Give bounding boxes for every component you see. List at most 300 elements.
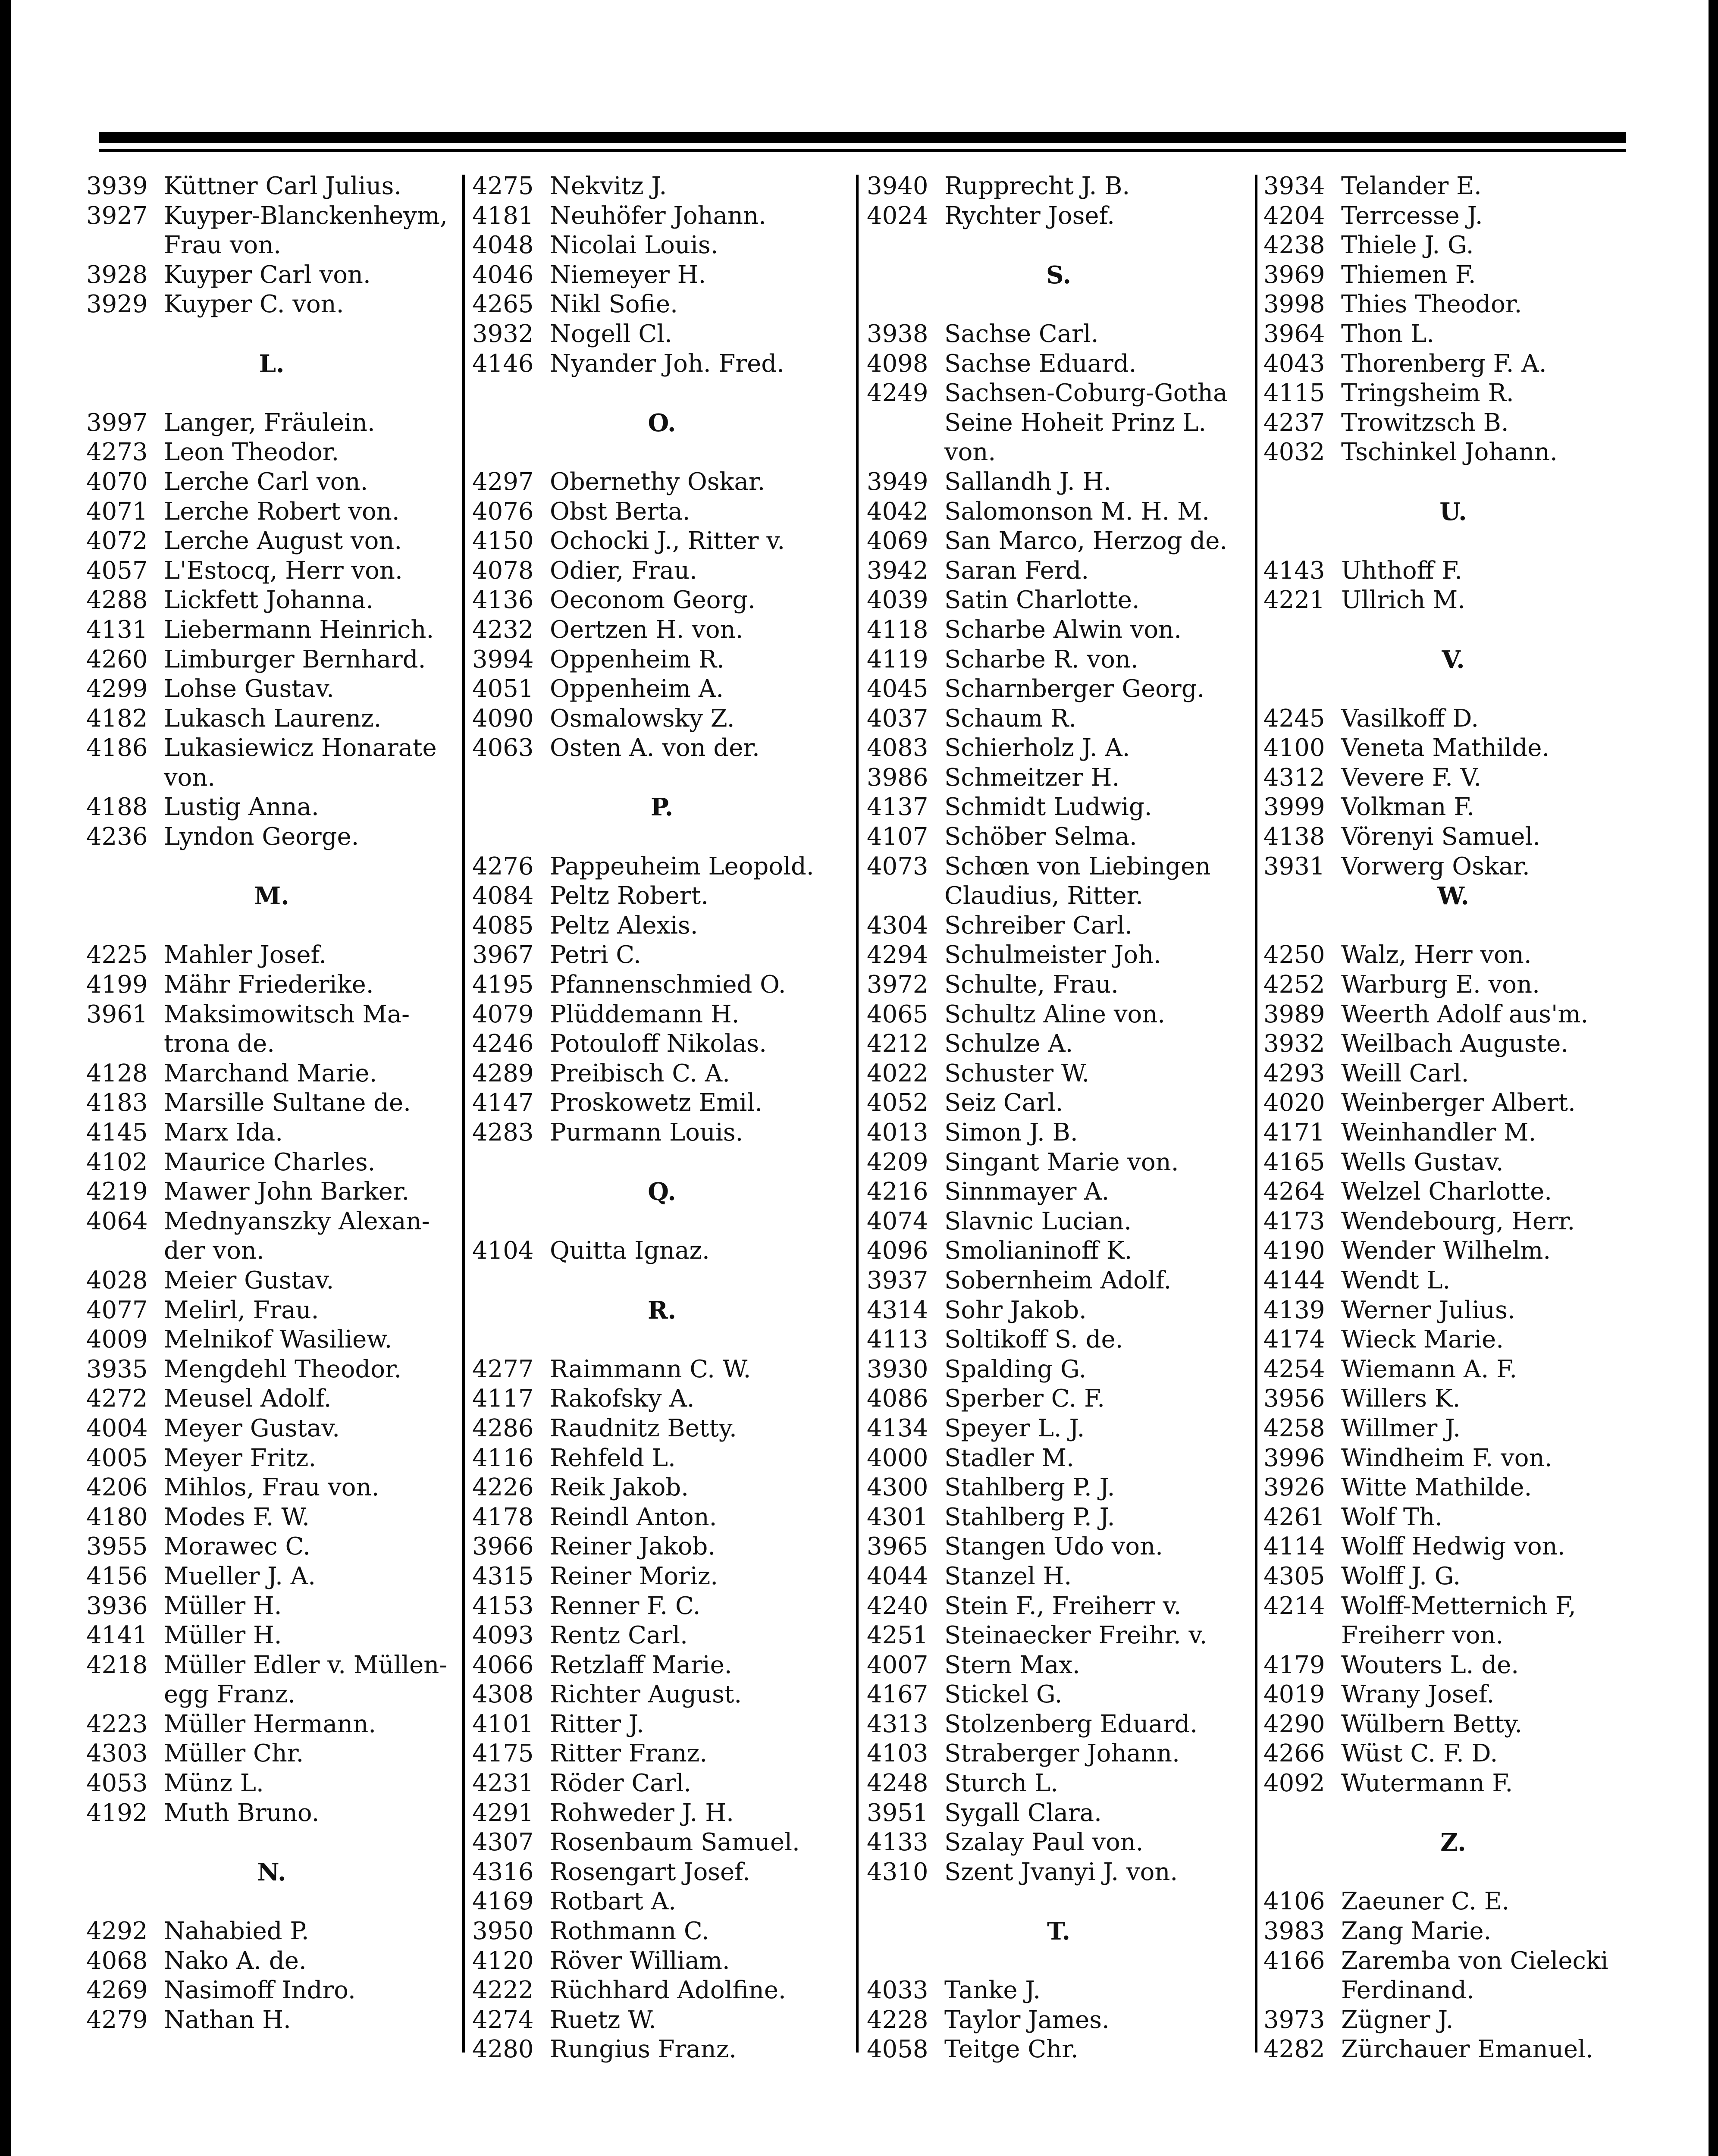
entry-number: 4134 [867, 1414, 928, 1442]
index-entry [1263, 1148, 1643, 1178]
index-entry [1263, 1088, 1643, 1118]
entry-number: 4007 [867, 1651, 928, 1679]
entry-number: 4096 [867, 1237, 928, 1265]
index-entry [472, 1562, 852, 1592]
entry-number: 4274 [472, 2006, 534, 2034]
entry-name: Schultz Aline von. [944, 1000, 1166, 1028]
index-entry [86, 1503, 457, 1532]
entry-number: 3936 [86, 1592, 148, 1620]
entry-number: 4133 [867, 1828, 928, 1857]
index-entry [1263, 1946, 1643, 1976]
entry-name: Ruetz W. [550, 2006, 656, 2034]
index-entry [1263, 1769, 1643, 1799]
entry-number: 4199 [86, 971, 148, 999]
entry-number: 4206 [86, 1473, 148, 1502]
entry-name: Mawer John Barker. [164, 1178, 410, 1206]
index-entry [472, 1710, 852, 1739]
index-entry [86, 290, 457, 320]
entry-name: Pappeuheim Leopold. [550, 852, 814, 881]
index-entry [86, 1710, 457, 1739]
index-entry [867, 1088, 1251, 1118]
index-entry [86, 586, 457, 615]
entry-name: Mähr Friederike. [164, 971, 374, 999]
entry-name: Straberger Johann. [944, 1739, 1180, 1768]
entry-number: 3927 [86, 201, 148, 230]
blank-line [472, 438, 852, 467]
entry-name: Retzlaff Marie. [550, 1651, 732, 1679]
entry-name: Sinnmayer A. [944, 1178, 1110, 1206]
entry-name: Liebermann Heinrich. [164, 615, 434, 644]
entry-name: Wendebourg, Herr. [1341, 1207, 1575, 1235]
index-entry [867, 438, 1251, 467]
column-divider [1255, 175, 1257, 2053]
entry-name: trona de. [164, 1030, 275, 1058]
index-entry [867, 1562, 1251, 1592]
entry-number: 4192 [86, 1799, 148, 1827]
section-letter-heading: L. [259, 349, 285, 378]
index-entry [1263, 1532, 1643, 1562]
index-entry [1263, 2006, 1643, 2035]
entry-name: Vasilkoff D. [1341, 704, 1479, 733]
entry-name: Soltikoff S. de. [944, 1326, 1123, 1354]
entry-number: 4190 [1263, 1237, 1325, 1265]
index-entry [867, 911, 1251, 941]
entry-name: Frau von. [164, 231, 282, 260]
entry-name: Stickel G. [944, 1680, 1063, 1709]
blank-line [1263, 674, 1643, 704]
entry-number: 4174 [1263, 1326, 1325, 1354]
index-entry [472, 349, 852, 379]
entry-number: 4019 [1263, 1680, 1325, 1709]
entry-name: Scharbe Alwin von. [944, 615, 1182, 644]
index-entry [472, 1384, 852, 1414]
index-entry [867, 793, 1251, 822]
entry-name: egg Franz. [164, 1680, 296, 1709]
entry-name: Weilbach Auguste. [1341, 1030, 1569, 1058]
entry-number: 4292 [86, 1917, 148, 1946]
index-entry [86, 260, 457, 290]
index-entry [867, 822, 1251, 852]
entry-name: Claudius, Ritter. [944, 882, 1144, 910]
entry-name: Melirl, Frau. [164, 1296, 319, 1324]
index-entry [867, 881, 1251, 911]
entry-number: 3928 [86, 260, 148, 289]
entry-name: Werner Julius. [1341, 1296, 1515, 1324]
index-entry [86, 2006, 457, 2035]
entry-number: 3964 [1263, 320, 1325, 348]
entry-name: Terrcesse J. [1341, 201, 1483, 230]
entry-number: 4069 [867, 527, 928, 555]
index-entry [472, 1118, 852, 1148]
entry-number: 4261 [1263, 1503, 1325, 1531]
entry-name: Zaeuner C. E. [1341, 1887, 1510, 1916]
entry-number: 3967 [472, 941, 534, 969]
index-entry [1263, 1503, 1643, 1532]
index-entry [1263, 1710, 1643, 1739]
index-entry [86, 1769, 457, 1799]
entry-number: 4310 [867, 1858, 928, 1886]
index-entry [86, 1118, 457, 1148]
entry-number: 4181 [472, 201, 534, 230]
entry-number: 4068 [86, 1946, 148, 1975]
index-entry [867, 467, 1251, 497]
entry-number: 4057 [86, 556, 148, 585]
blank-line [472, 1266, 852, 1296]
entry-name: Neuhöfer Johann. [550, 201, 766, 230]
entry-name: Obst Berta. [550, 497, 690, 526]
entry-name: Simon J. B. [944, 1119, 1078, 1147]
entry-name: Reiner Jakob. [550, 1532, 716, 1561]
entry-name: Uhthoff F. [1341, 556, 1463, 585]
entry-number: 4240 [867, 1592, 928, 1620]
entry-number: 4182 [86, 704, 148, 733]
entry-name: Marx Ida. [164, 1119, 283, 1147]
entry-number: 3939 [86, 172, 148, 200]
entry-number: 4289 [472, 1059, 534, 1087]
entry-number: 4113 [867, 1326, 928, 1354]
entry-number: 4288 [86, 586, 148, 614]
entry-name: Nasimoff Indro. [164, 1976, 356, 2005]
entry-number: 4178 [472, 1503, 534, 1531]
entry-number: 4303 [86, 1739, 148, 1768]
entry-number: 4073 [867, 852, 928, 881]
entry-number: 4022 [867, 1059, 928, 1087]
entry-name: Preibisch C. A. [550, 1059, 730, 1087]
entry-name: Wieck Marie. [1341, 1326, 1504, 1354]
index-entry [86, 1917, 457, 1946]
entry-name: Nako A. de. [164, 1946, 307, 1975]
entry-number: 4078 [472, 556, 534, 585]
entry-name: Weinberger Albert. [1341, 1089, 1576, 1117]
entry-number: 4065 [867, 1000, 928, 1028]
entry-number: 3998 [1263, 290, 1325, 319]
index-entry [867, 2035, 1251, 2065]
entry-number: 4248 [867, 1769, 928, 1798]
index-entry [472, 1946, 852, 1976]
entry-number: 4100 [1263, 734, 1325, 762]
index-entry [867, 1828, 1251, 1858]
index-entry [86, 1088, 457, 1118]
entry-name: Morawec C. [164, 1532, 311, 1561]
entry-name: von. [944, 438, 996, 467]
entry-number: 4249 [867, 379, 928, 407]
entry-name: Kuyper-Blanckenheym, [164, 201, 448, 230]
entry-number: 4074 [867, 1207, 928, 1235]
index-entry [867, 1325, 1251, 1355]
entry-name: Röver William. [550, 1946, 730, 1975]
entry-name: Wouters L. de. [1341, 1651, 1519, 1679]
entry-number: 4183 [86, 1089, 148, 1117]
entry-name: Lerche August von. [164, 527, 402, 555]
entry-name: Wüst C. F. D. [1341, 1739, 1498, 1768]
entry-name: Veneta Mathilde. [1341, 734, 1550, 762]
entry-name: Wiemann A. F. [1341, 1355, 1517, 1383]
entry-number: 4228 [867, 2006, 928, 2034]
index-entry [86, 1000, 457, 1030]
entry-name: Rehfeld L. [550, 1444, 676, 1472]
index-entry [867, 201, 1251, 231]
entry-number: 4085 [472, 911, 534, 940]
index-entry [1263, 1621, 1643, 1651]
entry-name: Vorwerg Oskar. [1341, 852, 1530, 881]
entry-name: Scharnberger Georg. [944, 675, 1205, 703]
index-entry [86, 793, 457, 822]
entry-number: 4084 [472, 882, 534, 910]
index-entry [86, 1059, 457, 1089]
entry-name: Lustig Anna. [164, 793, 319, 821]
index-entry [1263, 586, 1643, 615]
entry-name: Oppenheim R. [550, 645, 724, 674]
index-entry [867, 379, 1251, 408]
entry-name: Stadler M. [944, 1444, 1074, 1472]
index-entry [1263, 1059, 1643, 1089]
entry-name: Müller Edler v. Müllen- [164, 1651, 448, 1679]
entry-name: Tschinkel Johann. [1341, 438, 1558, 467]
index-column-1 [86, 172, 457, 2035]
index-entry [472, 1769, 852, 1799]
entry-name: Peltz Robert. [550, 882, 709, 910]
index-entry [472, 1917, 852, 1946]
index-entry [86, 1621, 457, 1651]
entry-name: Marsille Sultane de. [164, 1089, 411, 1117]
entry-number: 4305 [1263, 1562, 1325, 1590]
index-entry [472, 2006, 852, 2035]
entry-number: 3932 [472, 320, 534, 348]
entry-name: Witte Mathilde. [1341, 1473, 1532, 1502]
entry-name: Potouloff Nikolas. [550, 1030, 767, 1058]
entry-name: Volkman F. [1341, 793, 1475, 821]
entry-name: Taylor James. [944, 2006, 1110, 2034]
index-entry [86, 1236, 457, 1266]
entry-number: 4245 [1263, 704, 1325, 733]
entry-name: Telander E. [1341, 172, 1482, 200]
entry-number: 4167 [867, 1680, 928, 1709]
entry-number: 4076 [472, 497, 534, 526]
index-entry [472, 586, 852, 615]
entry-number: 4300 [867, 1473, 928, 1502]
entry-number: 4269 [86, 1976, 148, 2005]
section-letter-heading: Q. [648, 1178, 676, 1206]
entry-number: 4307 [472, 1828, 534, 1857]
entry-number: 4175 [472, 1739, 534, 1768]
entry-name: Münz L. [164, 1769, 264, 1798]
entry-number: 3930 [867, 1355, 928, 1383]
entry-name: Schœn von Liebingen [944, 852, 1211, 881]
entry-number: 4128 [86, 1059, 148, 1087]
entry-number: 4063 [472, 734, 534, 762]
entry-number: 4114 [1263, 1532, 1325, 1561]
entry-number: 4101 [472, 1710, 534, 1738]
column-divider [856, 175, 859, 2053]
index-entry [472, 1592, 852, 1621]
index-entry [86, 467, 457, 497]
entry-number: 3937 [867, 1266, 928, 1294]
entry-name: Salomonson M. H. M. [944, 497, 1210, 526]
entry-number: 4072 [86, 527, 148, 555]
entry-name: Obernethy Oskar. [550, 467, 765, 496]
index-entry [472, 320, 852, 349]
index-entry [1263, 1355, 1643, 1385]
index-entry [472, 1828, 852, 1858]
entry-number: 4024 [867, 201, 928, 230]
entry-name: Stahlberg P. J. [944, 1503, 1115, 1531]
entry-name: Muth Bruno. [164, 1799, 320, 1827]
index-entry [86, 231, 457, 260]
entry-name: Müller H. [164, 1592, 282, 1620]
index-entry [472, 1029, 852, 1059]
index-entry [472, 231, 852, 260]
entry-number: 3983 [1263, 1917, 1325, 1946]
index-entry [86, 1651, 457, 1680]
entry-name: Rothmann C. [550, 1917, 709, 1946]
entry-number: 4216 [867, 1178, 928, 1206]
entry-name: Freiherr von. [1341, 1621, 1504, 1650]
entry-name: Reik Jakob. [550, 1473, 689, 1502]
index-entry [472, 852, 852, 882]
index-entry [1263, 201, 1643, 231]
index-entry [1263, 822, 1643, 852]
index-entry [1263, 320, 1643, 349]
entry-name: Zügner J. [1341, 2006, 1454, 2034]
entry-name: Renner F. C. [550, 1592, 701, 1620]
index-entry [472, 674, 852, 704]
entry-number: 4131 [86, 615, 148, 644]
index-entry [867, 497, 1251, 527]
entry-number: 4265 [472, 290, 534, 319]
entry-name: Zang Marie. [1341, 1917, 1492, 1946]
entry-number: 4020 [1263, 1089, 1325, 1117]
entry-number: 4156 [86, 1562, 148, 1590]
entry-number: 4266 [1263, 1739, 1325, 1768]
entry-number: 3996 [1263, 1444, 1325, 1472]
entry-number: 4209 [867, 1148, 928, 1176]
entry-name: Proskowetz Emil. [550, 1089, 763, 1117]
entry-number: 3999 [1263, 793, 1325, 821]
index-entry [86, 172, 457, 201]
entry-name: Müller Chr. [164, 1739, 304, 1768]
entry-number: 4042 [867, 497, 928, 526]
entry-name: Nahabied P. [164, 1917, 309, 1946]
entry-number: 4282 [1263, 2035, 1325, 2064]
index-entry [86, 1739, 457, 1769]
entry-number: 4173 [1263, 1207, 1325, 1235]
entry-name: Scharbe R. von. [944, 645, 1138, 674]
entry-number: 4144 [1263, 1266, 1325, 1294]
entry-name: Schuster W. [944, 1059, 1090, 1087]
index-entry [867, 1710, 1251, 1739]
blank-line [1263, 615, 1643, 645]
index-entry [867, 2006, 1251, 2035]
index-entry [472, 733, 852, 763]
entry-name: Lukasiewicz Honarate [164, 734, 437, 762]
entry-name: Ritter Franz. [550, 1739, 708, 1768]
entry-number: 4039 [867, 586, 928, 614]
index-entry [867, 408, 1251, 438]
entry-number: 4212 [867, 1030, 928, 1058]
entry-name: Nikl Sofie. [550, 290, 678, 319]
entry-name: Mednyanszky Alexan- [164, 1207, 430, 1235]
entry-name: Wülbern Betty. [1341, 1710, 1523, 1738]
entry-number: 4137 [867, 793, 928, 821]
entry-number: 4169 [472, 1887, 534, 1916]
entry-name: Plüddemann H. [550, 1000, 740, 1028]
index-entry [867, 1858, 1251, 1887]
entry-number: 3929 [86, 290, 148, 319]
entry-number: 4279 [86, 2006, 148, 2034]
index-column-4 [1263, 172, 1643, 2065]
index-entry [867, 1384, 1251, 1414]
entry-number: 4138 [1263, 823, 1325, 851]
entry-number: 3994 [472, 645, 534, 674]
entry-name: Nogell Cl. [550, 320, 672, 348]
entry-number: 4186 [86, 734, 148, 762]
entry-number: 4260 [86, 645, 148, 674]
entry-name: Schulmeister Joh. [944, 941, 1161, 969]
entry-number: 4145 [86, 1119, 148, 1147]
blank-line [867, 1887, 1251, 1917]
entry-name: Walz, Herr von. [1341, 941, 1532, 969]
entry-name: Windheim F. von. [1341, 1444, 1552, 1472]
index-entry [86, 1266, 457, 1296]
entry-name: Rakofsky A. [550, 1385, 695, 1413]
entry-number: 4264 [1263, 1178, 1325, 1206]
entry-number: 4116 [472, 1444, 534, 1472]
index-entry [472, 1000, 852, 1030]
entry-name: Meyer Fritz. [164, 1444, 317, 1472]
entry-number: 3931 [1263, 852, 1325, 881]
entry-number: 4102 [86, 1148, 148, 1176]
index-entry [867, 704, 1251, 734]
index-entry [1263, 1000, 1643, 1030]
entry-name: Sobernheim Adolf. [944, 1266, 1172, 1294]
entry-number: 4315 [472, 1562, 534, 1590]
entry-name: Stahlberg P. J. [944, 1473, 1115, 1502]
blank-line [1263, 1799, 1643, 1828]
index-entry [472, 645, 852, 675]
entry-name: Wrany Josef. [1341, 1680, 1495, 1709]
entry-name: Quitta Ignaz. [550, 1237, 710, 1265]
index-entry [86, 1148, 457, 1178]
index-entry [1263, 556, 1643, 586]
index-entry [472, 1444, 852, 1473]
index-entry [86, 1799, 457, 1828]
index-entry [867, 733, 1251, 763]
entry-number: 3969 [1263, 260, 1325, 289]
entry-number: 4033 [867, 1976, 928, 2005]
index-entry [86, 1177, 457, 1207]
entry-number: 4313 [867, 1710, 928, 1738]
entry-name: Sachse Eduard. [944, 349, 1137, 378]
entry-name: Zürchauer Emanuel. [1341, 2035, 1593, 2064]
index-entry [86, 674, 457, 704]
index-entry [867, 1029, 1251, 1059]
entry-number: 3949 [867, 467, 928, 496]
index-entry [472, 881, 852, 911]
entry-name: Sohr Jakob. [944, 1296, 1087, 1324]
entry-name: Sygall Clara. [944, 1799, 1102, 1827]
entry-number: 4195 [472, 971, 534, 999]
entry-name: Oertzen H. von. [550, 615, 743, 644]
blank-line [86, 1887, 457, 1917]
entry-name: Müller H. [164, 1621, 282, 1650]
index-entry [86, 940, 457, 970]
index-entry [1263, 349, 1643, 379]
index-entry [472, 1236, 852, 1266]
index-entry [472, 526, 852, 556]
entry-number: 4077 [86, 1296, 148, 1324]
entry-number: 4093 [472, 1621, 534, 1650]
index-entry [1263, 704, 1643, 734]
